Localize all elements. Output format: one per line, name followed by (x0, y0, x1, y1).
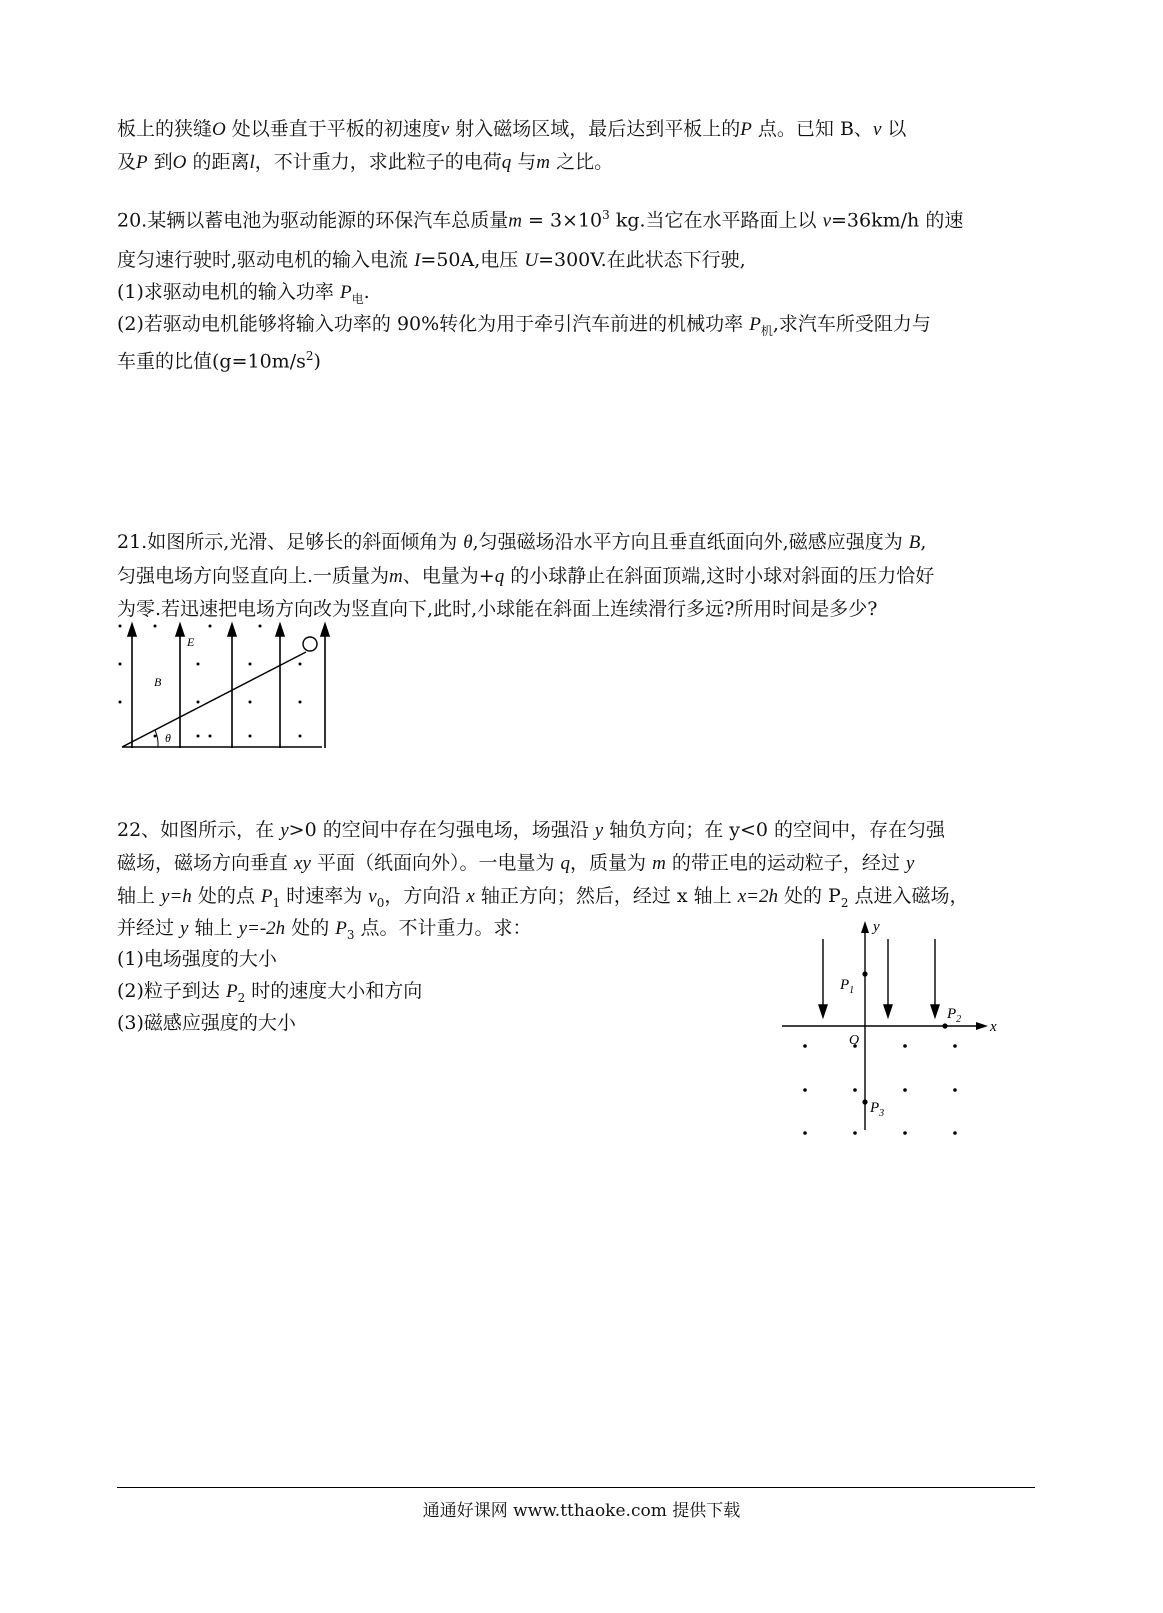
label-x: x (990, 1019, 997, 1035)
q22-sub-1: (1)电场强度的大小 (117, 948, 277, 970)
label-p3: $P_3$ (870, 1100, 885, 1119)
label-y: y (873, 919, 880, 935)
q20-part-2-cont: 车重的比值$(g=10m/s^2)$ (117, 349, 321, 373)
q21-line-1: 21.如图所示,光滑、足够长的斜面倾角为 θ,匀强磁场沿水平方向且垂直纸面向外,磁感应强度为 B, (117, 531, 927, 553)
label-e: E (187, 635, 195, 649)
angle-arc (155, 730, 158, 747)
incline-line (122, 652, 306, 747)
b-field-dots (119, 625, 302, 738)
q22-line-1: 22、如图所示，在 y>0 的空间中存在匀强电场，场强沿 y 轴负方向；在 y<0 的空间中，存在匀强 (117, 819, 946, 841)
q21-figure (110, 620, 340, 752)
q22-line-4: 并经过 y 轴上 y=-2h 处的 $P_3$ 点。不计重力。求： (117, 917, 532, 942)
point-p1 (862, 971, 867, 976)
footer-rule (117, 1487, 1035, 1488)
q22-line-3: 轴上 y=h 处的点 $P_1$ 时速率为 $v_0$，方向沿 x 轴正方向；然后，经过 x 轴上 x=2h 处的 $P_2$ 点进入磁场， (117, 885, 969, 910)
q19-line-1: 板上的狭缝O 处以垂直于平板的初速度v 射入磁场区域，最后达到平板上的P 点。已知 B、v 以 (117, 118, 907, 140)
label-b: B (154, 675, 162, 689)
q20-line-2: 度匀速行驶时,驱动电机的输入电流 I=50A,电压 U=300V.在此状态下行驶, (117, 249, 746, 271)
q21-line-3: 为零.若迅速把电场方向改为竖直向下,此时,小球能在斜面上连续滑行多远?所用时间是多少? (117, 598, 878, 620)
q22-sub-2: (2)粒子到达 $P_2$ 时的速度大小和方向 (117, 980, 423, 1005)
ball (303, 637, 317, 651)
x-axis-arrow (976, 1022, 988, 1030)
b-field-dots (803, 1044, 957, 1135)
point-p2 (942, 1023, 947, 1028)
q22-sub-3: (3)磁感应强度的大小 (117, 1012, 296, 1034)
footer-text: 通通好课网 www.tthaoke.com 提供下载 (422, 1501, 741, 1521)
q22-figure (780, 915, 1010, 1145)
point-p3 (862, 1099, 867, 1104)
label-p2: $P_2$ (947, 1006, 962, 1025)
label-p1: $P_1$ (840, 977, 855, 996)
y-axis-arrow (861, 921, 869, 933)
q20-part-1: (1)求驱动电机的输入功率 $P_电$. (117, 281, 370, 306)
q21-line-2: 匀强电场方向竖直向上.一质量为m、电量为+q 的小球静止在斜面顶端,这时小球对斜面的压力恰好 (117, 565, 935, 587)
q22-line-2: 磁场，磁场方向垂直 xy 平面（纸面向外）。一电量为 q，质量为 m 的带正电的运动粒子，经过 y (117, 852, 915, 874)
q20-line-1: 20.某辆以蓄电池为驱动能源的环保汽车总质量$m = 3\times 10^3$ kg.当它在水平路面上以 v=36km/h 的速 (117, 208, 964, 232)
e-field-arrows (819, 939, 939, 1017)
label-o: O (849, 1033, 860, 1048)
q20-part-2: (2)若驱动电机能够将输入功率的 90%转化为用于牵引汽车前进的机械功率 $P_机$,求汽车所受阻力与 (117, 313, 931, 338)
q19-line-2: 及P 到O 的距离l，不计重力，求此粒子的电荷q 与m 之比。 (117, 151, 614, 173)
label-theta: θ (165, 731, 171, 745)
